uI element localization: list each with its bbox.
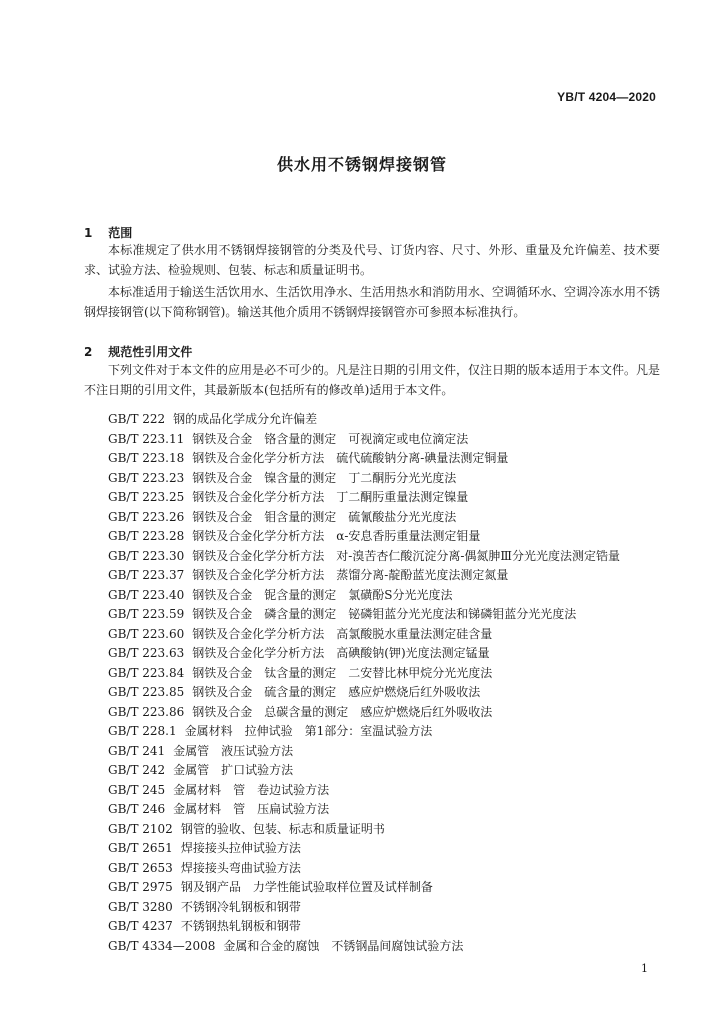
reference-title: 钢铁及合金化学分析方法 高氯酸脱水重量法测定硅含量 bbox=[192, 626, 493, 641]
reference-title: 金属材料 拉伸试验 第1部分：室温试验方法 bbox=[184, 724, 433, 738]
reference-code: GB/T 223.25 bbox=[108, 490, 185, 504]
standard-code-header: YB/T 4204—2020 bbox=[557, 90, 656, 104]
reference-title: 金属和合金的腐蚀 不锈钢晶间腐蚀试验方法 bbox=[223, 938, 464, 953]
reference-code: GB/T 223.86 bbox=[108, 704, 185, 719]
reference-code: GB/T 223.60 bbox=[108, 626, 185, 641]
section-number: 1 bbox=[84, 226, 93, 240]
reference-code: GB/T 223.26 bbox=[108, 509, 185, 524]
reference-item bbox=[108, 586, 620, 606]
reference-item bbox=[108, 488, 620, 508]
reference-code: GB/T 2653 bbox=[108, 860, 173, 875]
reference-item bbox=[108, 410, 620, 430]
reference-title: 金属管 扩口试验方法 bbox=[173, 763, 294, 777]
reference-item bbox=[108, 761, 620, 781]
reference-item bbox=[108, 917, 620, 937]
reference-item bbox=[108, 839, 620, 859]
reference-title: 钢铁及合金 铌含量的测定 氯磺酚S分光光度法 bbox=[192, 587, 453, 602]
page-number: 1 bbox=[641, 962, 648, 975]
reference-title: 钢铁及合金 磷含量的测定 铋磷钼蓝分光光度法和锑磷钼蓝分光光度法 bbox=[192, 607, 577, 621]
section-2-heading bbox=[84, 343, 192, 360]
reference-title: 焊接接头弯曲试验方法 bbox=[180, 860, 301, 875]
reference-code: GB/T 2102 bbox=[108, 821, 173, 836]
reference-code: GB/T 223.18 bbox=[108, 451, 185, 465]
reference-item bbox=[108, 937, 620, 957]
reference-title: 钢铁及合金 镍含量的测定 丁二酮肟分光光度法 bbox=[192, 470, 457, 485]
reference-code: GB/T 223.37 bbox=[108, 568, 185, 582]
reference-code: GB/T 223.11 bbox=[108, 431, 185, 446]
reference-code: GB/T 2975 bbox=[108, 880, 173, 894]
reference-item bbox=[108, 566, 620, 586]
section-1-heading bbox=[84, 224, 132, 241]
reference-title: 不锈钢冷轧钢板和钢带 bbox=[180, 899, 301, 914]
reference-code: GB/T 241 bbox=[108, 743, 166, 758]
reference-title: 钢铁及合金化学分析方法 对-溴苦杏仁酸沉淀分离-偶氮胂Ⅲ分光光度法测定锆量 bbox=[192, 548, 620, 563]
reference-item bbox=[108, 683, 620, 703]
reference-item bbox=[108, 469, 620, 489]
reference-item bbox=[108, 625, 620, 645]
reference-code: GB/T 223.28 bbox=[108, 529, 185, 543]
normative-references-intro: 下列文件对于本文件的应用是必不可少的。凡是注日期的引用文件，仅注日期的版本适用于本文件。凡是不注日期的引用文件，其最新版本(包括所有的修改单)适用于本文件。 bbox=[84, 363, 661, 397]
reference-code: GB/T 4237 bbox=[108, 919, 173, 933]
reference-item bbox=[108, 430, 620, 450]
section-number: 2 bbox=[84, 345, 93, 359]
reference-code: GB/T 228.1 bbox=[108, 724, 177, 738]
reference-item bbox=[108, 644, 620, 664]
reference-item bbox=[108, 664, 620, 684]
reference-code: GB/T 245 bbox=[108, 782, 166, 797]
reference-title: 钢铁及合金 硫含量的测定 感应炉燃烧后红外吸收法 bbox=[192, 685, 481, 699]
reference-title: 钢铁及合金化学分析方法 α-安息香肟重量法测定钼量 bbox=[192, 529, 481, 543]
reference-code: GB/T 223.63 bbox=[108, 646, 185, 660]
reference-title: 钢的成品化学成分允许偏差 bbox=[173, 412, 318, 426]
reference-title: 钢及钢产品 力学性能试验取样位置及试样制备 bbox=[180, 880, 433, 894]
reference-title: 钢铁及合金化学分析方法 丁二酮肟重量法测定镍量 bbox=[192, 490, 469, 504]
reference-title: 焊接接头拉伸试验方法 bbox=[180, 841, 301, 855]
section-title: 范围 bbox=[108, 226, 133, 240]
reference-title: 钢铁及合金 钛含量的测定 二安替比林甲烷分光光度法 bbox=[192, 665, 493, 680]
reference-item bbox=[108, 898, 620, 918]
reference-item bbox=[108, 878, 620, 898]
reference-item bbox=[108, 859, 620, 879]
reference-title: 金属材料 管 压扁试验方法 bbox=[173, 802, 330, 816]
section-title: 规范性引用文件 bbox=[108, 345, 193, 359]
reference-item bbox=[108, 820, 620, 840]
reference-code: GB/T 2651 bbox=[108, 841, 173, 855]
reference-title: 金属管 液压试验方法 bbox=[173, 743, 294, 758]
reference-item bbox=[108, 703, 620, 723]
reference-title: 不锈钢热轧钢板和钢带 bbox=[180, 919, 301, 933]
reference-item bbox=[108, 742, 620, 762]
reference-code: GB/T 223.40 bbox=[108, 587, 185, 602]
scope-paragraph-2: 本标准适用于输送生活饮用水、生活饮用净水、生活用热水和消防用水、空调循环水、空调冷冻水用不锈钢焊接钢管(以下简称钢管)。输送其他介质用不锈钢焊接钢管亦可参照本标准执行。 bbox=[84, 285, 661, 319]
reference-title: 钢铁及合金化学分析方法 蒸馏分离-靛酚蓝光度法测定氮量 bbox=[192, 568, 509, 582]
reference-item bbox=[108, 508, 620, 528]
reference-code: GB/T 223.30 bbox=[108, 548, 185, 563]
reference-code: GB/T 3280 bbox=[108, 899, 173, 914]
reference-title: 钢管的验收、包装、标志和质量证明书 bbox=[180, 821, 385, 836]
reference-code: GB/T 223.84 bbox=[108, 665, 185, 680]
reference-code: GB/T 223.23 bbox=[108, 470, 185, 485]
reference-code: GB/T 223.85 bbox=[108, 685, 185, 699]
reference-title: 钢铁及合金 铬含量的测定 可视滴定或电位滴定法 bbox=[192, 431, 469, 446]
normative-reference-list bbox=[108, 410, 620, 956]
reference-item bbox=[108, 722, 620, 742]
reference-code: GB/T 4334—2008 bbox=[108, 938, 216, 953]
reference-code: GB/T 223.59 bbox=[108, 607, 185, 621]
reference-code: GB/T 246 bbox=[108, 802, 166, 816]
document-title: 供水用不锈钢焊接钢管 bbox=[276, 155, 447, 174]
reference-title: 钢铁及合金化学分析方法 硫代硫酸钠分离-碘量法测定铜量 bbox=[192, 451, 509, 465]
reference-item bbox=[108, 800, 620, 820]
scope-paragraph-1: 本标准规定了供水用不锈钢焊接钢管的分类及代号、订货内容、尺寸、外形、重量及允许偏差、技术要求、试验方法、检验规则、包装、标志和质量证明书。 bbox=[84, 243, 660, 277]
reference-item bbox=[108, 605, 620, 625]
reference-title: 钢铁及合金 钼含量的测定 硫氰酸盐分光光度法 bbox=[192, 509, 457, 524]
reference-title: 钢铁及合金化学分析方法 高碘酸钠(钾)光度法测定锰量 bbox=[192, 646, 490, 660]
reference-code: GB/T 222 bbox=[108, 412, 166, 426]
reference-item bbox=[108, 547, 620, 567]
reference-title: 金属材料 管 卷边试验方法 bbox=[173, 782, 330, 797]
reference-title: 钢铁及合金 总碳含量的测定 感应炉燃烧后红外吸收法 bbox=[192, 704, 493, 719]
reference-item bbox=[108, 449, 620, 469]
reference-item bbox=[108, 781, 620, 801]
reference-code: GB/T 242 bbox=[108, 763, 166, 777]
reference-item bbox=[108, 527, 620, 547]
